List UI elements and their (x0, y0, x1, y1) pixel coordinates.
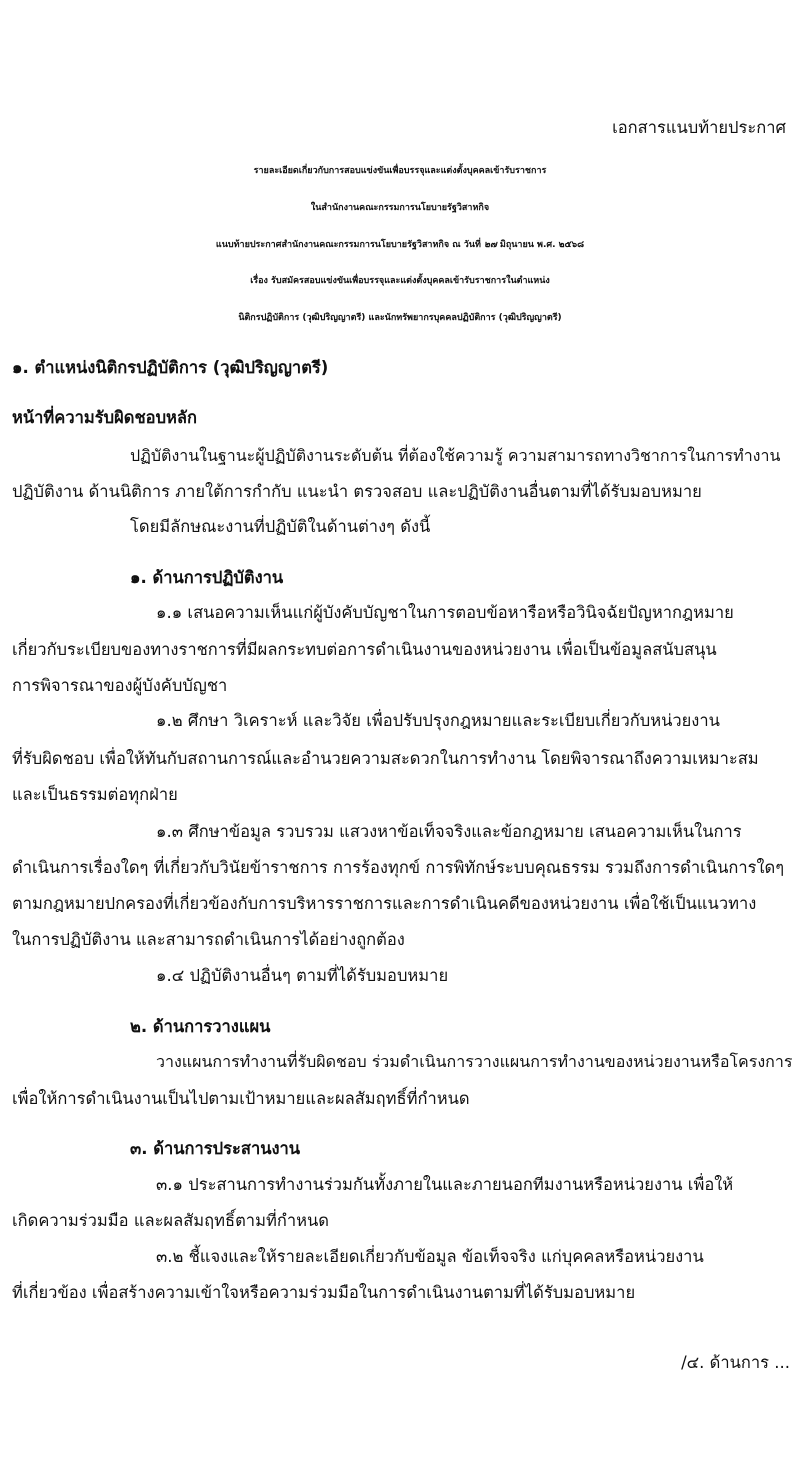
item-3-2-line-2: ที่เกี่ยวข้อง เพื่อสร้างความเข้าใจหรือความร่วมมือในการดำเนินงานตามที่ได้รับมอบหมาย (12, 1283, 636, 1302)
section-2-line-2: เพื่อให้การดำเนินงานเป็นไปตามเป้าหมายและผลสัมฤทธิ์ที่กำหนด (12, 1089, 470, 1108)
item-3-1-line-1: ๓.๑ ประสานการทำงานร่วมกันทั้งภายในและภายนอกทีมงานหรือหน่วยงาน เพื่อให้ (156, 1175, 734, 1194)
intro-line-1: ปฏิบัติงานในฐานะผู้ปฏิบัติงานระดับต้น ที่ต้องใช้ความรู้ ความสามารถทางวิชาการในการทำงาน (130, 446, 781, 465)
header-line-3-prefix: แนบท้ายประกาศสำนักงานคณะกรรมการนโยบายรัฐวิสาหกิจ ณ วันที่ (215, 240, 481, 250)
header-line-5: นิติกรปฏิบัติการ (วุฒิปริญญาตรี) และนักทรัพยากรบุคคลปฏิบัติการ (วุฒิปริญญาตรี) (238, 313, 562, 323)
position-title: ๑. ตำแหน่งนิติกรปฏิบัติการ (วุฒิปริญญาตรี) (12, 358, 329, 377)
section-3-heading: ๓. ด้านการประสานงาน (130, 1139, 301, 1158)
item-1-1-line-1: ๑.๑ เสนอความเห็นแก่ผู้บังคับบัญชาในการตอบข้อหารือหรือวินิจฉัยปัญหากฎหมาย (156, 603, 734, 622)
section-2-heading: ๒. ด้านการวางแผน (130, 1017, 271, 1036)
item-1-2-line-1: ๑.๒ ศึกษา วิเคราะห์ และวิจัย เพื่อปรับปรุงกฎหมายและระเบียบเกี่ยวกับหน่วยงาน (156, 711, 720, 730)
item-1-3-line-2: ดำเนินการเรื่องใดๆ ที่เกี่ยวกับวินัยข้าราชการ การร้องทุกข์ การพิทักษ์ระบบคุณธรรม รวมถึงการดำเนินการใดๆ (12, 858, 785, 877)
continuation-note: /๔. ด้านการ ... (681, 1353, 790, 1372)
item-1-3-line-4: ในการปฏิบัติงาน และสามารถดำเนินการได้อย่างถูกต้อง (12, 930, 405, 949)
item-3-1-line-2: เกิดความร่วมมือ และผลสัมฤทธิ์ตามที่กำหนด (12, 1211, 329, 1230)
item-1-2-line-3: และเป็นธรรมต่อทุกฝ่าย (12, 785, 178, 804)
duties-heading: หน้าที่ความรับผิดชอบหลัก (12, 408, 198, 427)
intro-line-3: โดยมีลักษณะงานที่ปฏิบัติในด้านต่างๆ ดังนี้ (130, 517, 431, 536)
item-1-2-line-2: ที่รับผิดชอบ เพื่อให้ทันกับสถานการณ์และอำนวยความสะดวกในการทำงาน โดยพิจารณาถึงความเหมาะสม (12, 749, 759, 768)
header-line-4: เรื่อง รับสมัครสอบแข่งขันเพื่อบรรจุและแต่งตั้งบุคคลเข้ารับราชการในตำแหน่ง (250, 276, 550, 286)
item-1-3-line-3: ตามกฎหมายปกครองที่เกี่ยวข้องกับการบริหารราชการและการดำเนินคดีของหน่วยงาน เพื่อใช้เป็นแนวทาง (12, 894, 757, 913)
section-2-line-1: วางแผนการทำงานที่รับผิดชอบ ร่วมดำเนินการวางแผนการทำงานของหน่วยงานหรือโครงการ (156, 1052, 793, 1071)
header-line-3 (0, 240, 800, 251)
header-date-day: ๒๗ (484, 240, 497, 250)
item-1-1-line-3: การพิจารณาของผู้บังคับบัญชา (12, 676, 228, 695)
item-1-1-line-2: เกี่ยวกับระเบียบของทางราชการที่มีผลกระทบต่อการดำเนินงานของหน่วยงาน เพื่อเป็นข้อมูลสนับสนุน (12, 640, 717, 659)
intro-line-2: ปฏิบัติงาน ด้านนิติการ ภายใต้การกำกับ แนะนำ ตรวจสอบ และปฏิบัติงานอื่นตามที่ได้รับมอบหมาย (12, 482, 702, 501)
annex-label: เอกสารแนบท้ายประกาศ (612, 118, 786, 137)
item-1-3-line-1: ๑.๓ ศึกษาข้อมูล รวบรวม แสวงหาข้อเท็จจริงและข้อกฎหมาย เสนอความเห็นในการ (156, 822, 742, 841)
header-line-2: ในสำนักงานคณะกรรมการนโยบายรัฐวิสาหกิจ (310, 203, 490, 213)
header-line-3-suffix: มิถุนายน พ.ศ. ๒๕๖๘ (499, 240, 585, 250)
section-1-heading: ๑. ด้านการปฏิบัติงาน (130, 568, 284, 587)
item-3-2-line-1: ๓.๒ ชี้แจงและให้รายละเอียดเกี่ยวกับข้อมูล ข้อเท็จจริง แก่บุคคลหรือหน่วยงาน (156, 1247, 704, 1266)
header-line-1: รายละเอียดเกี่ยวกับการสอบแข่งขันเพื่อบรรจุและแต่งตั้งบุคคลเข้ารับราชการ (253, 166, 547, 176)
item-1-4: ๑.๔ ปฏิบัติงานอื่นๆ ตามที่ได้รับมอบหมาย (156, 966, 449, 985)
